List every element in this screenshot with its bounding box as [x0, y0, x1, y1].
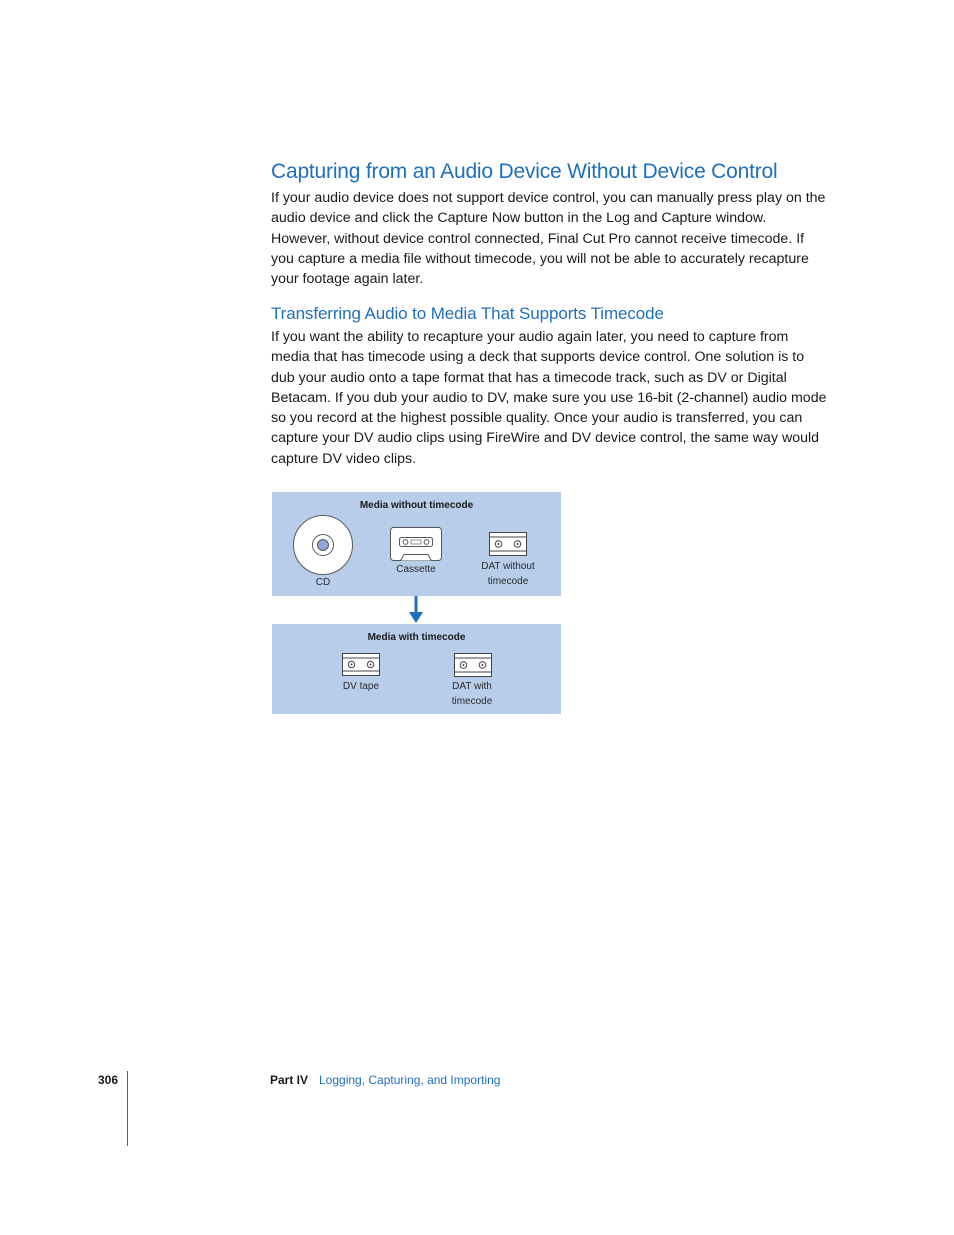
media-with-timecode-panel: [272, 624, 561, 714]
dat-without-timecode-label-line1: DAT without: [481, 561, 535, 572]
cassette-label: Cassette: [396, 564, 436, 575]
footer-chapter-title: Logging, Capturing, and Importing: [319, 1073, 501, 1087]
footer-divider: [127, 1071, 128, 1146]
dat-with-timecode-label-line2: timecode: [451, 696, 493, 707]
cassette-icon: [390, 527, 442, 563]
cd-label: CD: [315, 577, 331, 588]
page-number: 306: [98, 1073, 119, 1087]
media-without-timecode-panel: [272, 492, 561, 596]
footer-part-label: Part IV: [270, 1073, 309, 1087]
panel-title-with-timecode: Media with timecode: [367, 632, 466, 643]
arrow-down-icon: [408, 596, 424, 624]
subsection-body: If you want the ability to recapture your audio again later, you need to capture from media that has timecode using a deck that supports device control. One solution is to dub your audio onto a tape format that has a timecode track, such as DV or Digital Betacam. If you dub your audio to DV, make sure you use 16-bit (2-channel) audio mode so you record at the highest possible quality. Once your audio is transferred, you can capture your DV audio clips using FireWire and DV device control, the same way would capture DV video clips.: [271, 329, 827, 467]
dat-tape-icon: [489, 532, 527, 557]
cd-icon: [293, 515, 353, 575]
section-heading: Capturing from an Audio Device Without Device Control: [271, 160, 778, 183]
panel-title-without-timecode: Media without timecode: [359, 500, 474, 511]
dv-tape-label: DV tape: [342, 681, 380, 692]
dat-without-timecode-label-line2: timecode: [487, 576, 529, 587]
section-body: If your audio device does not support device control, you can manually press play on the audio device and click the Capture Now button in the Log and Capture window. However, without device control connected, Final Cut Pro cannot receive timecode. If you capture a media file without timecode, you will not be able to accurately recapture your footage again later.: [271, 190, 826, 288]
subsection-heading: Transferring Audio to Media That Supports Timecode: [271, 304, 664, 323]
dat-with-timecode-label-line1: DAT with: [452, 681, 492, 692]
dv-tape-icon: [342, 653, 380, 677]
dat-tape-icon: [454, 653, 492, 678]
